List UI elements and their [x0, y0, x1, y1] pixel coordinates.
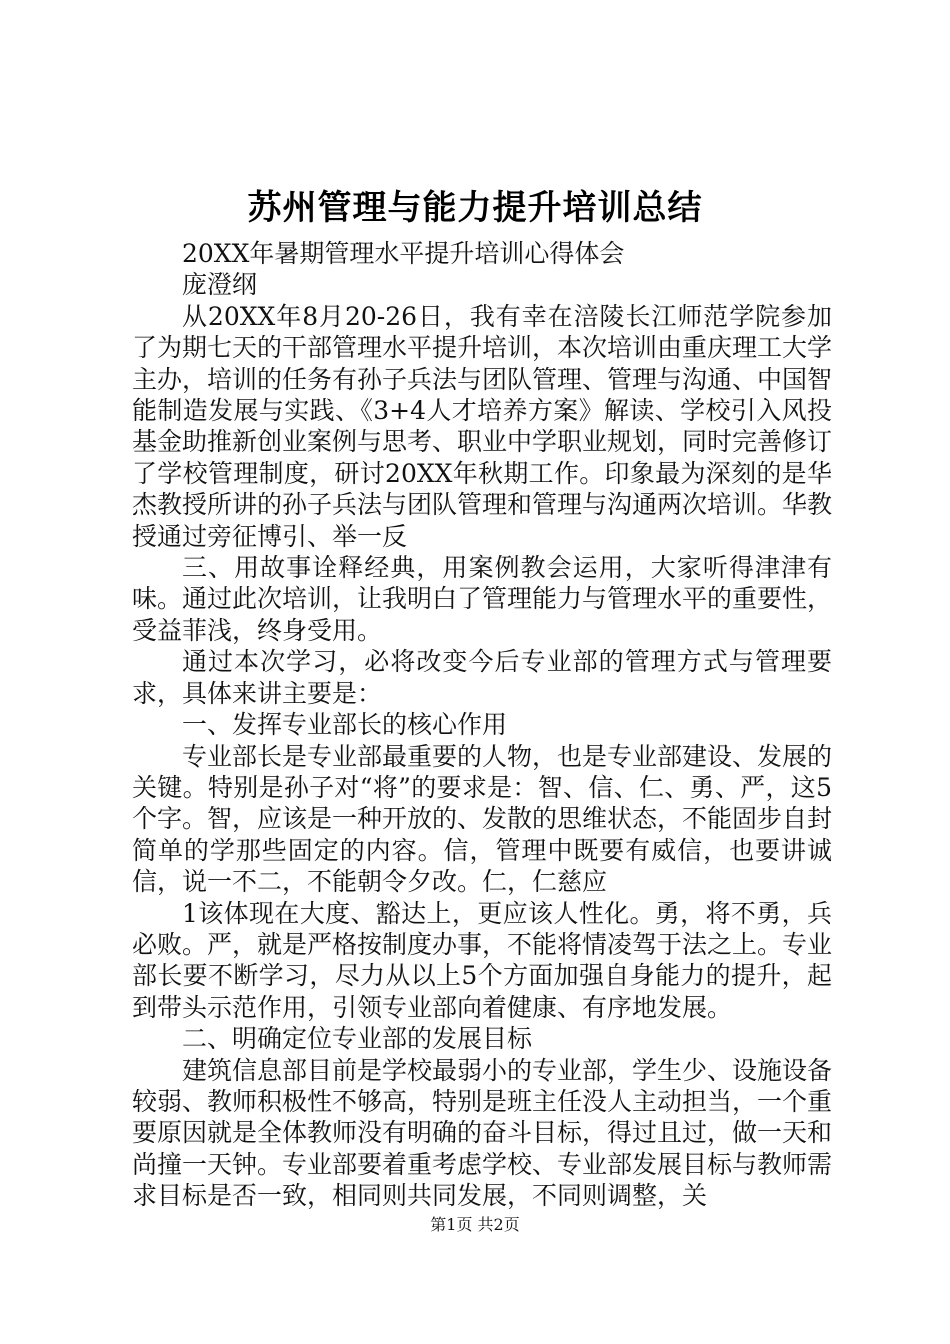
- body-paragraph: 建筑信息部目前是学校最弱小的专业部，学生少、设施设备较弱、教师积极性不够高，特别是班主任没人主动担当，一个重要原因就是全体教师没有明确的奋斗目标，得过且过，做一天和尚撞一天钟。专业部要着重考虑学校、专业部发展目标与教师需求目标是否一致，相同则共同发展，不同则调整，关: [132, 1055, 833, 1211]
- body-paragraph: 通过本次学习，必将改变今后专业部的管理方式与管理要求，具体来讲主要是：: [132, 647, 832, 708]
- author-paragraph: 庞澄纲: [182, 270, 258, 300]
- body-paragraph: 1该体现在大度、豁达上，更应该人性化。勇，将不勇，兵必败。严，就是严格按制度办事，不能将情凌驾于法之上。专业部长要不断学习，尽力从以上5个方面加强自身能力的提升，起到带头示范作用，引领专业部向着健康、有序地发展。: [132, 898, 833, 1022]
- body-paragraph: 三、用故事诠释经典，用案例教会运用，大家听得津津有味。通过此次培训，让我明白了管理能力与管理水平的重要性，受益菲浅，终身受用。: [132, 553, 833, 645]
- body-paragraph: 专业部长是专业部最重要的人物，也是专业部建设、发展的关键。特别是孙子对“将”的要求是：智、信、仁、勇、严，这5个字。智，应该是一种开放的、发散的思维状态，不能固步自封简单的学那些固定的内容。信，管理中既要有威信，也要讲诚信，说一不二，不能朝令夕改。仁，仁慈应: [132, 741, 833, 897]
- section-heading: 二、明确定位专业部的发展目标: [182, 1024, 533, 1054]
- document-title: 苏州管理与能力提升培训总结: [247, 188, 703, 228]
- section-heading: 一、发挥专业部长的核心作用: [182, 710, 508, 740]
- document-body: [132, 238, 832, 1212]
- body-paragraph: 从20XX年8月20-26日，我有幸在涪陵长江师范学院参加了为期七天的干部管理水平提升培训，本次培训由重庆理工大学主办，培训的任务有孙子兵法与团队管理、管理与沟通、中国智能制造发展与实践、《3+4人才培养方案》解读、学校引入风投基金助推新创业案例与思考、职业中学职业规划，同时完善修订了学校管理制度，研讨20XX年秋期工作。印象最为深刻的是华杰教授所讲的孙子兵法与团队管理和管理与沟通两次培训。华教授通过旁征博引、举一反: [132, 301, 833, 551]
- subtitle-paragraph: 20XX年暑期管理水平提升培训心得体会: [182, 239, 625, 268]
- page-footer: 第1页 共2页: [430, 1215, 520, 1234]
